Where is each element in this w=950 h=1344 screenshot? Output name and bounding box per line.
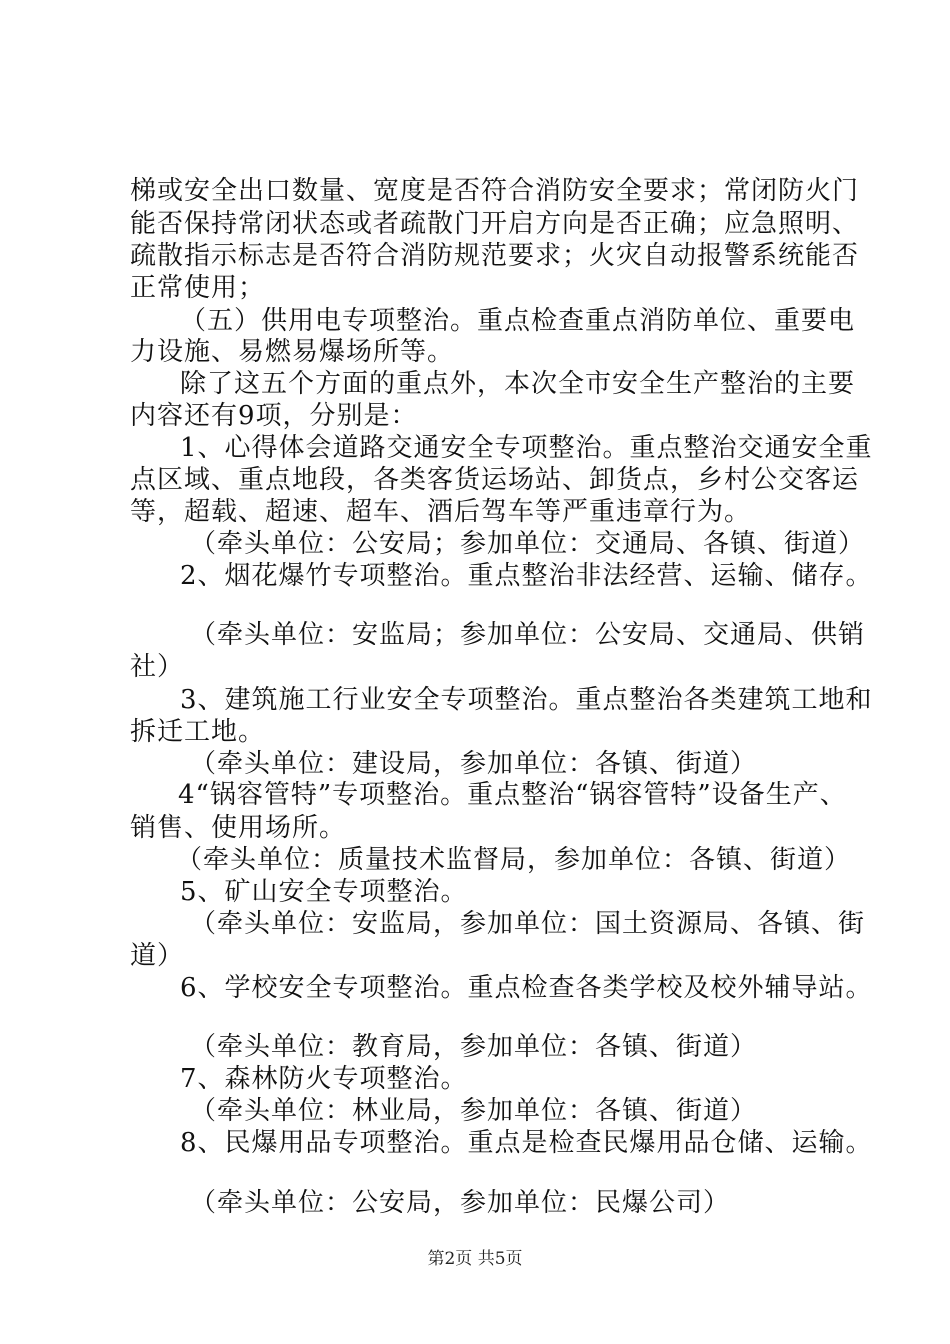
text-line: 正常使用；	[130, 273, 266, 303]
text-line: 1、心得体会道路交通安全专项整治。重点整治交通安全重	[180, 433, 873, 463]
text-line: 梯或安全出口数量、宽度是否符合消防安全要求；常闭防火门	[130, 176, 860, 206]
text-line: 社）	[130, 652, 185, 682]
text-line: 8、民爆用品专项整治。重点是检查民爆用品仓储、运输。	[180, 1128, 873, 1158]
text-line: 内容还有9项，分别是：	[130, 401, 418, 431]
text-line: （牵头单位：林业局，参加单位：各镇、街道）	[190, 1096, 758, 1126]
text-line: 除了这五个方面的重点外，本次全市安全生产整治的主要	[180, 369, 856, 399]
text-line: 5、矿山安全专项整治。	[180, 877, 468, 907]
text-line: 疏散指示标志是否符合消防规范要求；火灾自动报警系统能否	[130, 241, 860, 271]
text-line: 7、森林防火专项整治。	[180, 1064, 468, 1094]
text-line: 点区域、重点地段，各类客货运场站、卸货点，乡村公交客运	[130, 465, 860, 495]
page-number: 第2页 共5页	[427, 1249, 523, 1269]
text-line: （牵头单位：建设局，参加单位：各镇、街道）	[190, 749, 758, 779]
text-line: 能否保持常闭状态或者疏散门开启方向是否正确；应急照明、	[130, 209, 860, 239]
text-line: 2、烟花爆竹专项整治。重点整治非法经营、运输、储存。	[180, 561, 873, 591]
text-line: 销售、使用场所。	[130, 813, 347, 843]
text-line: 等，超载、超速、超车、酒后驾车等严重违章行为。	[130, 497, 752, 527]
text-line: （牵头单位：公安局；参加单位：交通局、各镇、街道）	[190, 529, 866, 559]
text-line: （牵头单位：质量技术监督局，参加单位：各镇、街道）	[176, 845, 852, 875]
text-line: （五）供用电专项整治。重点检查重点消防单位、重要电	[180, 306, 856, 336]
text-line: （牵头单位：教育局，参加单位：各镇、街道）	[190, 1032, 758, 1062]
text-line: （牵头单位：安监局；参加单位：公安局、交通局、供销	[190, 620, 866, 650]
text-line: 力设施、易燃易爆场所等。	[130, 337, 455, 367]
text-line: 3、建筑施工行业安全专项整治。重点整治各类建筑工地和	[180, 685, 873, 715]
text-line: 道）	[130, 941, 185, 971]
text-line: 拆迁工地。	[130, 717, 266, 747]
text-line: （牵头单位：公安局，参加单位：民爆公司）	[190, 1188, 731, 1218]
text-line: 6、学校安全专项整治。重点检查各类学校及校外辅导站。	[180, 973, 873, 1003]
text-line: （牵头单位：安监局，参加单位：国土资源局、各镇、街	[190, 909, 866, 939]
text-line: 4“锅容管特”专项整治。重点整治“锅容管特”设备生产、	[178, 780, 847, 810]
